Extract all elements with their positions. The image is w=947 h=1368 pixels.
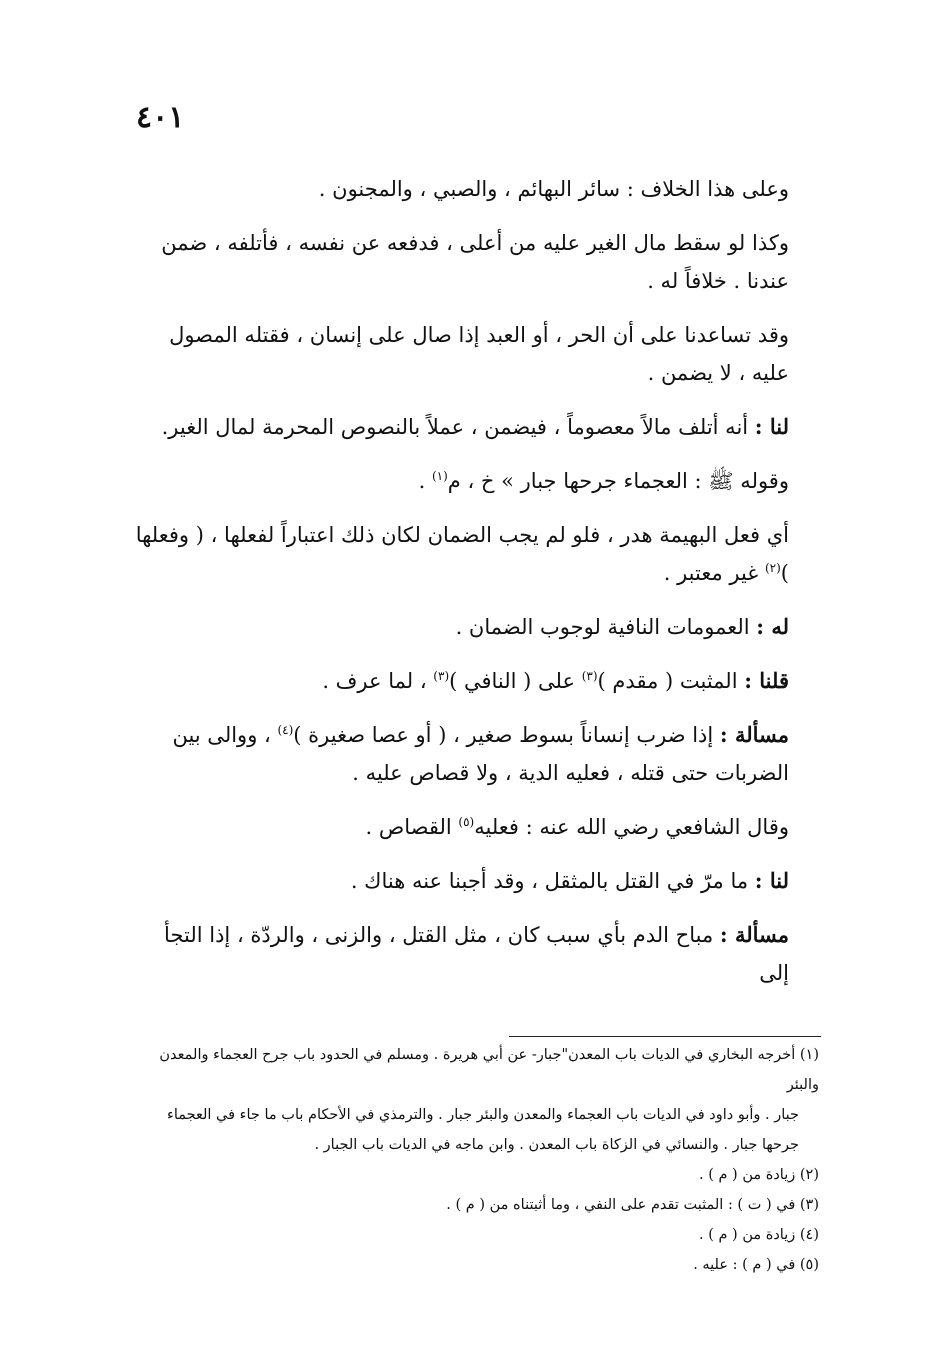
paragraph-lead: قلنا : — [744, 668, 789, 693]
main-text — [129, 170, 819, 992]
paragraph — [129, 316, 819, 392]
footnote — [129, 1220, 819, 1250]
footnote-text: جرحها جبار . والنسائي في الزكاة باب المعدن . وابن ماجه في الديات باب الجبار . — [314, 1137, 799, 1153]
footnote-ref: (٤) — [277, 723, 294, 737]
paragraph-text: . — [418, 469, 432, 493]
footnote-text: أخرجه البخاري في الديات باب المعدن"جبار- عن أبي هريرة . ومسلم في الحدود باب جرح العجماء والمعدن والبئر — [159, 1047, 819, 1093]
paragraph-text: وقال الشافعي رضي الله عنه : فعليه — [474, 815, 789, 839]
footnote — [129, 1250, 819, 1280]
paragraph-lead: لنا : — [754, 868, 789, 893]
footnote — [129, 1040, 819, 1160]
paragraph-text: ، لما عرف . — [322, 669, 434, 693]
paragraph-lead: مسألة : — [719, 722, 789, 747]
paragraph-text: إذا ضرب إنساناً بسوط صغير ، ( أو عصا صغيرة ) — [293, 723, 720, 747]
paragraph-text: وعلى هذا الخلاف : سائر البهائم ، والصبي ، والمجنون . — [318, 177, 789, 201]
paragraph-text: العمومات النافية لوجوب الضمان . — [455, 615, 757, 639]
paragraph-text: ما مرّ في القتل بالمثقل ، وقد أجبنا عنه هناك . — [350, 869, 755, 893]
paragraph — [129, 224, 819, 300]
paragraph-text: وقوله ﷺ : العجماء جرحها جبار » خ ، م — [447, 469, 789, 493]
paragraph — [129, 462, 819, 500]
footnote-label: (٤) — [799, 1227, 819, 1243]
paragraph-text: المثبت ( مقدم ) — [597, 669, 745, 693]
footnote-label: (٣) — [799, 1197, 819, 1213]
paragraph — [129, 608, 819, 646]
paragraph-text: أنه أتلف مالاً معصوماً ، فيضمن ، عملاً بالنصوص المحرمة لمال الغير. — [161, 415, 755, 439]
footnote-ref: (٥) — [458, 815, 475, 829]
footnote-text: في ( م ) : عليه . — [693, 1257, 796, 1273]
paragraph-text: القصاص . — [365, 815, 459, 839]
footnote-divider — [509, 1036, 821, 1037]
paragraph-text: أي فعل البهيمة هدر ، فلو لم يجب الضمان لكان ذلك اعتباراً لفعلها ، ( وفعلها ) — [135, 523, 789, 585]
paragraph-text: ، ووالى بين الضربات حتى قتله ، فعليه الدية ، ولا قصاص عليه . — [172, 723, 789, 785]
paragraph — [129, 170, 819, 208]
footnotes — [129, 1040, 819, 1280]
paragraph — [129, 408, 819, 446]
paragraph — [129, 862, 819, 900]
paragraph-lead: لنا : — [754, 414, 789, 439]
footnote-text: زيادة من ( م ) . — [698, 1167, 796, 1183]
paragraph — [129, 916, 819, 992]
paragraph — [129, 808, 819, 846]
footnote-ref: (١) — [431, 469, 448, 483]
footnote-label: (٥) — [799, 1257, 819, 1273]
footnote-text: جبار . وأبو داود في الديات باب العجماء والمعدن والبئر جبار . والترمذي في الأحكام باب ما جاء في العجماء — [167, 1107, 799, 1123]
footnote — [129, 1160, 819, 1190]
paragraph — [129, 662, 819, 700]
paragraph-text: على ( النافي ) — [449, 669, 582, 693]
footnote — [129, 1190, 819, 1220]
paragraph — [129, 516, 819, 592]
paragraph-lead: مسألة : — [719, 922, 789, 947]
page-number: ٤٠١ — [136, 100, 185, 135]
footnote-ref: (٢) — [764, 561, 781, 575]
paragraph-lead: له : — [756, 614, 789, 639]
paragraph-text: مباح الدم بأي سبب كان ، مثل القتل ، والزنى ، والردّة ، إذا التجأ إلى — [164, 923, 789, 985]
footnote-text: في ( ت ) : المثبت تقدم على النفي ، وما أثبتناه من ( م ) . — [446, 1197, 796, 1213]
paragraph-text: وكذا لو سقط مال الغير عليه من أعلى ، فدفعه عن نفسه ، فأتلفه ، ضمن عندنا . خلافاً له . — [161, 231, 789, 293]
paragraph — [129, 716, 819, 792]
footnote-label: (١) — [799, 1047, 819, 1063]
footnote-ref: (٣) — [581, 669, 598, 683]
paragraph-text: غير معتبر . — [663, 561, 765, 585]
footnote-ref: (٣) — [433, 669, 450, 683]
footnote-label: (٢) — [799, 1167, 819, 1183]
footnote-text: زيادة من ( م ) . — [698, 1227, 796, 1243]
paragraph-text: وقد تساعدنا على أن الحر ، أو العبد إذا صال على إنسان ، فقتله المصول عليه ، لا يضمن . — [169, 323, 789, 385]
